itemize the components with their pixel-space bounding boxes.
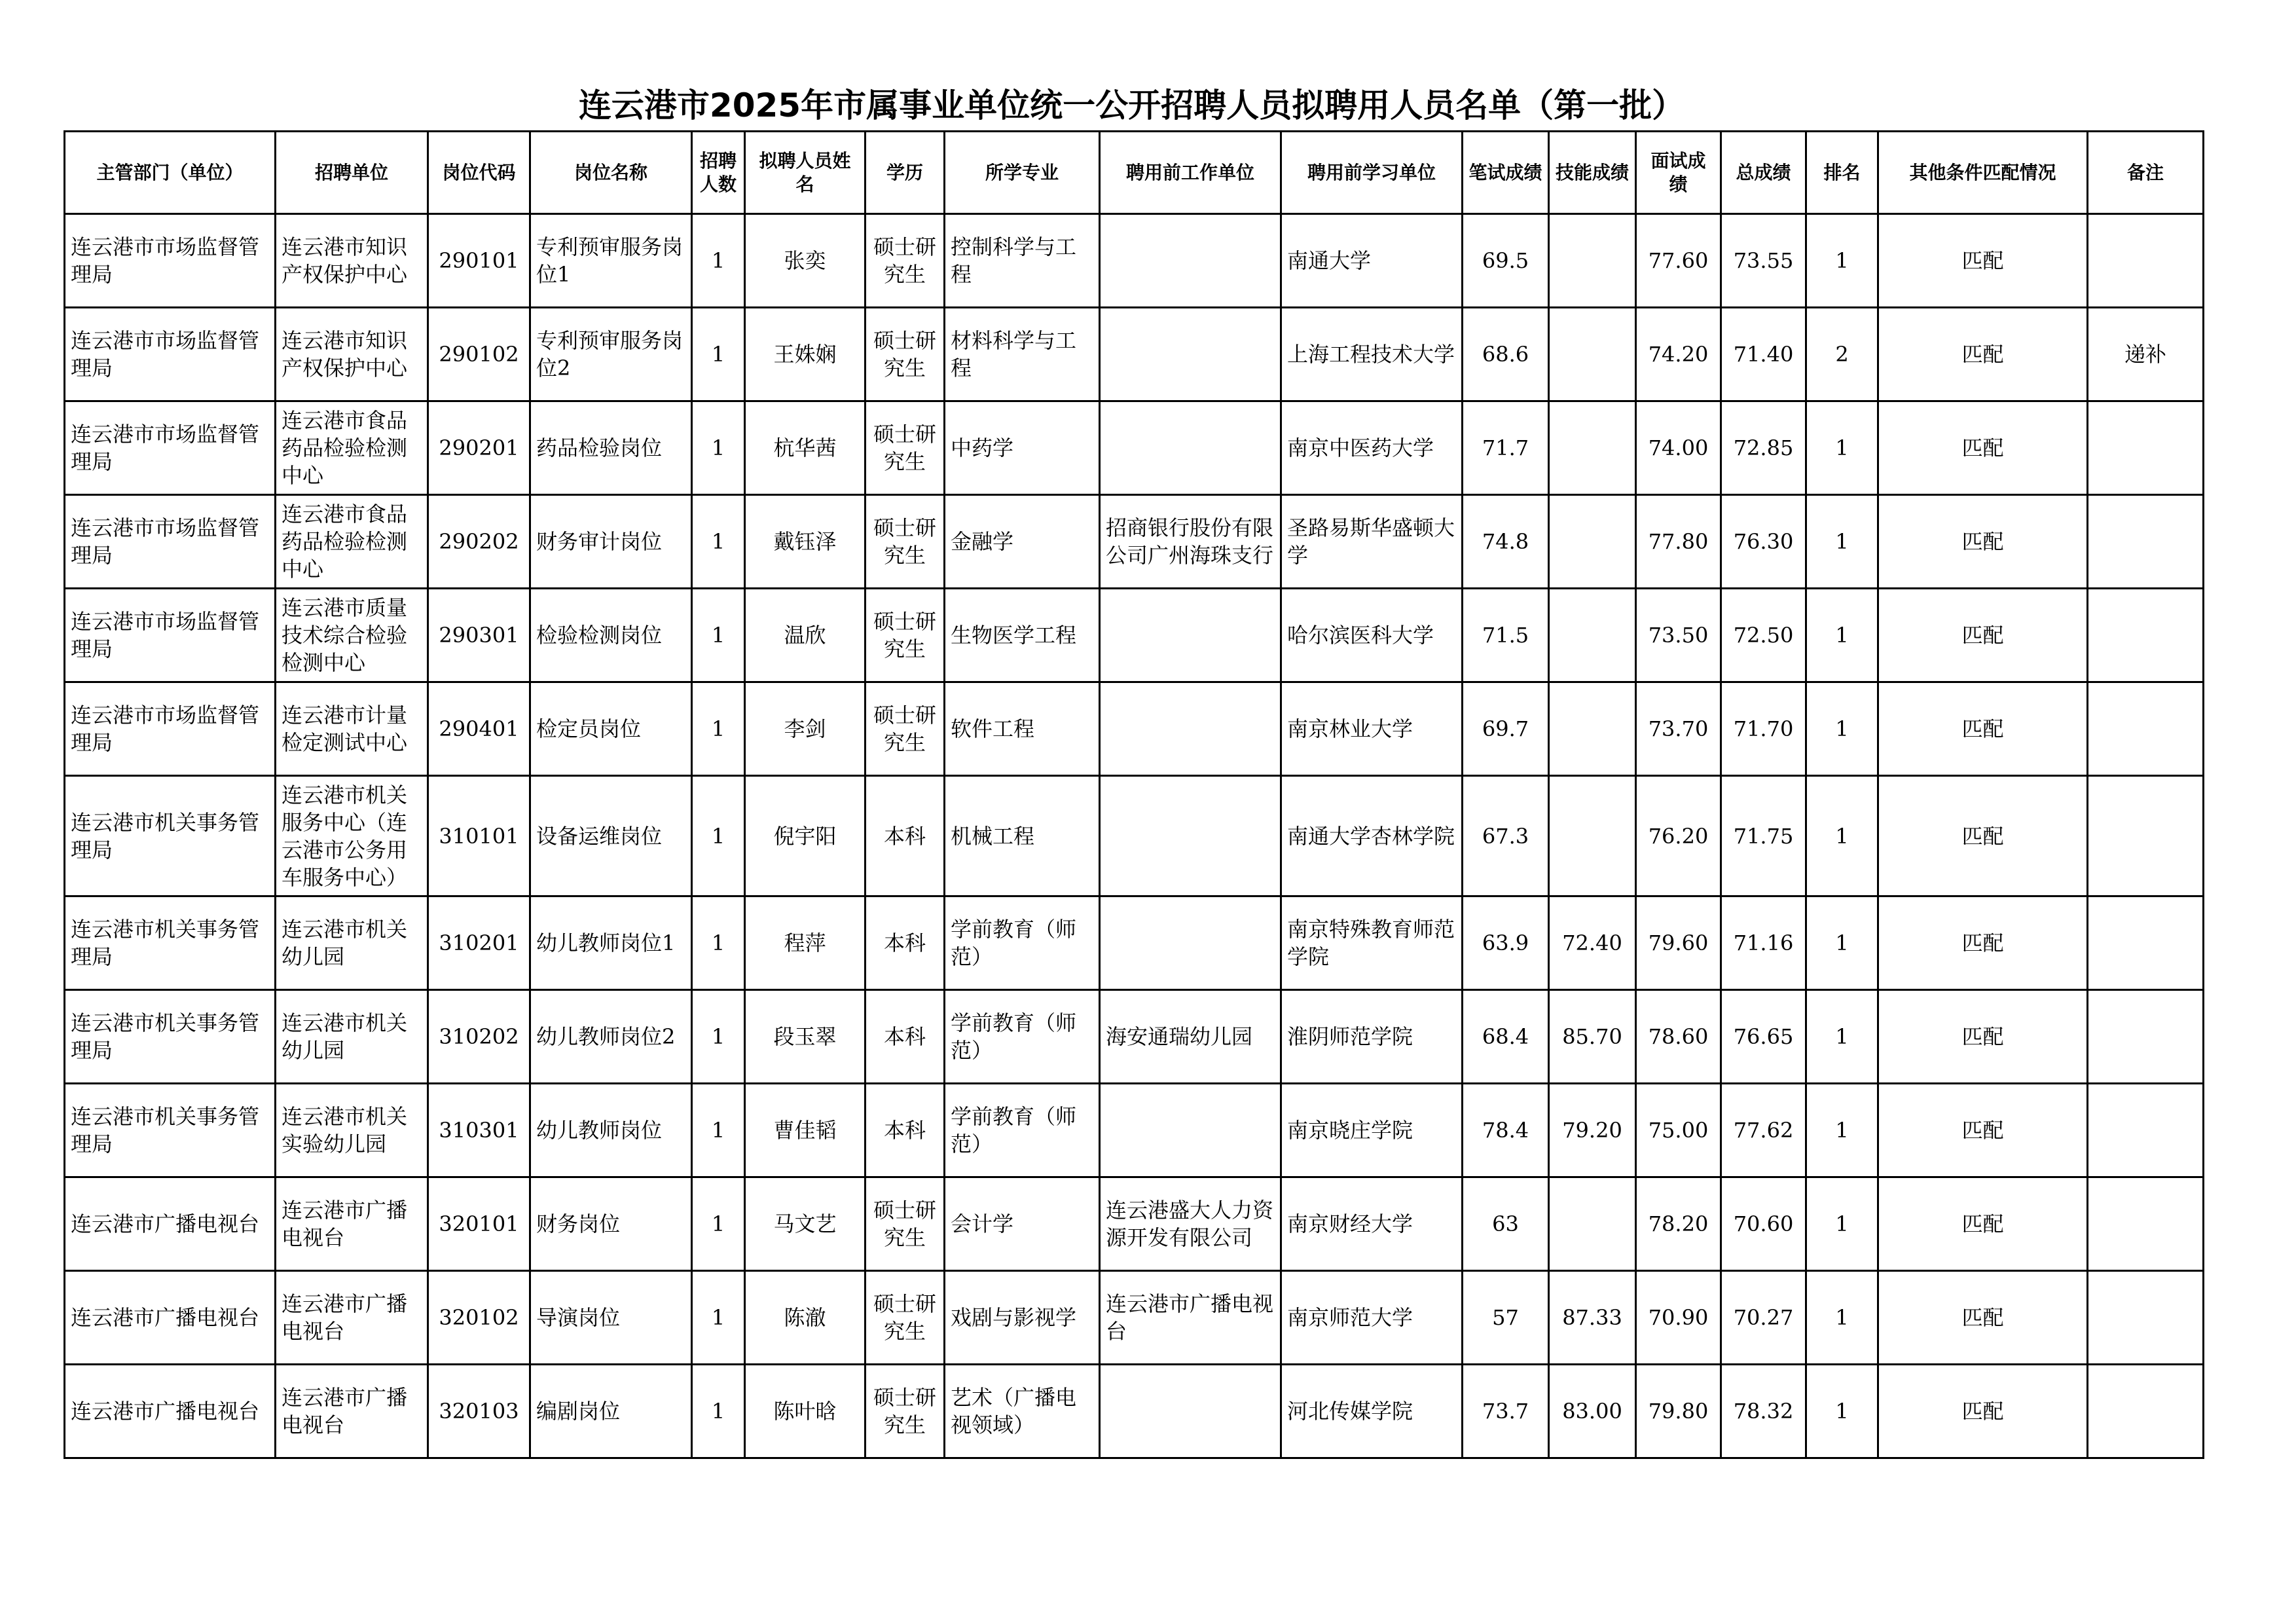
cell-major: 学前教育（师范） [945, 896, 1100, 990]
cell-previous-employer [1100, 1365, 1281, 1458]
header-previous-school: 聘用前学习单位 [1281, 132, 1463, 214]
cell-hiring-unit: 连云港市食品药品检验检测中心 [276, 401, 428, 495]
cell-headcount: 1 [692, 1084, 745, 1177]
cell-previous-school: 南京林业大学 [1281, 682, 1463, 776]
cell-previous-school: 哈尔滨医科大学 [1281, 589, 1463, 682]
cell-skill-score: 83.00 [1549, 1365, 1636, 1458]
cell-other-conditions: 匹配 [1878, 1084, 2088, 1177]
cell-hiring-unit: 连云港市机关幼儿园 [276, 896, 428, 990]
cell-remarks [2088, 589, 2204, 682]
cell-interview-score: 76.20 [1636, 776, 1721, 896]
cell-written-score: 68.6 [1463, 308, 1549, 401]
cell-rank: 1 [1806, 589, 1878, 682]
cell-major: 学前教育（师范） [945, 1084, 1100, 1177]
cell-position-name: 幼儿教师岗位2 [530, 990, 692, 1084]
cell-major: 学前教育（师范） [945, 990, 1100, 1084]
cell-rank: 1 [1806, 896, 1878, 990]
cell-supervising-dept: 连云港市机关事务管理局 [65, 990, 276, 1084]
cell-hiring-unit: 连云港市知识产权保护中心 [276, 214, 428, 308]
table-row [65, 1084, 2204, 1177]
cell-supervising-dept: 连云港市广播电视台 [65, 1365, 276, 1458]
header-position-code: 岗位代码 [428, 132, 530, 214]
cell-written-score: 57 [1463, 1271, 1549, 1365]
table-row [65, 308, 2204, 401]
cell-major: 艺术（广播电视领域） [945, 1365, 1100, 1458]
cell-other-conditions: 匹配 [1878, 495, 2088, 589]
cell-position-name: 专利预审服务岗位1 [530, 214, 692, 308]
cell-written-score: 68.4 [1463, 990, 1549, 1084]
cell-hiring-unit: 连云港市广播电视台 [276, 1177, 428, 1271]
cell-remarks [2088, 776, 2204, 896]
cell-headcount: 1 [692, 1177, 745, 1271]
table-row [65, 990, 2204, 1084]
table-row [65, 1271, 2204, 1365]
header-skill-score: 技能成绩 [1549, 132, 1636, 214]
cell-previous-school: 南京师范大学 [1281, 1271, 1463, 1365]
cell-candidate-name: 马文艺 [745, 1177, 866, 1271]
cell-other-conditions: 匹配 [1878, 990, 2088, 1084]
cell-education: 本科 [866, 1084, 945, 1177]
cell-written-score: 74.8 [1463, 495, 1549, 589]
cell-skill-score [1549, 682, 1636, 776]
cell-previous-school: 淮阴师范学院 [1281, 990, 1463, 1084]
cell-other-conditions: 匹配 [1878, 214, 2088, 308]
cell-written-score: 78.4 [1463, 1084, 1549, 1177]
cell-total-score: 71.75 [1721, 776, 1806, 896]
cell-hiring-unit: 连云港市机关实验幼儿园 [276, 1084, 428, 1177]
header-remarks: 备注 [2088, 132, 2204, 214]
cell-previous-school: 南京晓庄学院 [1281, 1084, 1463, 1177]
table-row [65, 495, 2204, 589]
cell-position-code: 290202 [428, 495, 530, 589]
cell-position-name: 财务审计岗位 [530, 495, 692, 589]
cell-written-score: 69.7 [1463, 682, 1549, 776]
cell-candidate-name: 陈叶晗 [745, 1365, 866, 1458]
cell-hiring-unit: 连云港市质量技术综合检验检测中心 [276, 589, 428, 682]
cell-total-score: 71.16 [1721, 896, 1806, 990]
cell-position-code: 290101 [428, 214, 530, 308]
cell-rank: 1 [1806, 1084, 1878, 1177]
cell-rank: 1 [1806, 682, 1878, 776]
cell-candidate-name: 王姝娴 [745, 308, 866, 401]
cell-other-conditions: 匹配 [1878, 401, 2088, 495]
cell-previous-employer [1100, 308, 1281, 401]
cell-position-name: 财务岗位 [530, 1177, 692, 1271]
cell-position-name: 幼儿教师岗位 [530, 1084, 692, 1177]
table-row [65, 896, 2204, 990]
cell-rank: 1 [1806, 990, 1878, 1084]
cell-headcount: 1 [692, 896, 745, 990]
cell-total-score: 70.27 [1721, 1271, 1806, 1365]
cell-position-name: 检定员岗位 [530, 682, 692, 776]
cell-skill-score [1549, 589, 1636, 682]
header-candidate-name: 拟聘人员姓名 [745, 132, 866, 214]
cell-major: 金融学 [945, 495, 1100, 589]
cell-supervising-dept: 连云港市市场监督管理局 [65, 401, 276, 495]
cell-hiring-unit: 连云港市广播电视台 [276, 1365, 428, 1458]
cell-education: 硕士研究生 [866, 495, 945, 589]
table-row [65, 589, 2204, 682]
cell-interview-score: 73.70 [1636, 682, 1721, 776]
cell-rank: 1 [1806, 1271, 1878, 1365]
cell-previous-employer [1100, 401, 1281, 495]
cell-other-conditions: 匹配 [1878, 589, 2088, 682]
cell-position-code: 320102 [428, 1271, 530, 1365]
cell-headcount: 1 [692, 495, 745, 589]
cell-position-code: 310201 [428, 896, 530, 990]
cell-previous-employer [1100, 896, 1281, 990]
cell-education: 硕士研究生 [866, 682, 945, 776]
cell-interview-score: 78.60 [1636, 990, 1721, 1084]
cell-skill-score [1549, 401, 1636, 495]
cell-hiring-unit: 连云港市广播电视台 [276, 1271, 428, 1365]
cell-education: 硕士研究生 [866, 401, 945, 495]
cell-previous-employer: 海安通瑞幼儿园 [1100, 990, 1281, 1084]
cell-previous-school: 上海工程技术大学 [1281, 308, 1463, 401]
header-headcount: 招聘人数 [692, 132, 745, 214]
header-written-score: 笔试成绩 [1463, 132, 1549, 214]
cell-rank: 1 [1806, 776, 1878, 896]
cell-skill-score [1549, 1177, 1636, 1271]
cell-major: 材料科学与工程 [945, 308, 1100, 401]
cell-interview-score: 70.90 [1636, 1271, 1721, 1365]
cell-position-code: 320103 [428, 1365, 530, 1458]
cell-major: 控制科学与工程 [945, 214, 1100, 308]
header-hiring-unit: 招聘单位 [276, 132, 428, 214]
table-row [65, 214, 2204, 308]
cell-headcount: 1 [692, 682, 745, 776]
cell-hiring-unit: 连云港市食品药品检验检测中心 [276, 495, 428, 589]
cell-previous-employer [1100, 776, 1281, 896]
cell-hiring-unit: 连云港市机关幼儿园 [276, 990, 428, 1084]
cell-interview-score: 79.80 [1636, 1365, 1721, 1458]
cell-rank: 1 [1806, 401, 1878, 495]
cell-major: 中药学 [945, 401, 1100, 495]
header-position-name: 岗位名称 [530, 132, 692, 214]
header-major: 所学专业 [945, 132, 1100, 214]
cell-position-code: 310202 [428, 990, 530, 1084]
cell-other-conditions: 匹配 [1878, 776, 2088, 896]
cell-total-score: 71.70 [1721, 682, 1806, 776]
header-row [65, 132, 2204, 214]
cell-position-code: 290401 [428, 682, 530, 776]
cell-total-score: 78.32 [1721, 1365, 1806, 1458]
cell-rank: 2 [1806, 308, 1878, 401]
cell-candidate-name: 杭华茜 [745, 401, 866, 495]
cell-supervising-dept: 连云港市市场监督管理局 [65, 682, 276, 776]
table-row [65, 1177, 2204, 1271]
cell-skill-score: 85.70 [1549, 990, 1636, 1084]
cell-previous-employer [1100, 682, 1281, 776]
cell-headcount: 1 [692, 401, 745, 495]
cell-total-score: 72.85 [1721, 401, 1806, 495]
table-row [65, 1365, 2204, 1458]
cell-major: 会计学 [945, 1177, 1100, 1271]
header-supervising-dept: 主管部门（单位） [65, 132, 276, 214]
cell-education: 硕士研究生 [866, 1177, 945, 1271]
cell-written-score: 67.3 [1463, 776, 1549, 896]
cell-interview-score: 74.20 [1636, 308, 1721, 401]
cell-other-conditions: 匹配 [1878, 308, 2088, 401]
cell-supervising-dept: 连云港市市场监督管理局 [65, 308, 276, 401]
cell-remarks [2088, 896, 2204, 990]
cell-previous-school: 南京中医药大学 [1281, 401, 1463, 495]
cell-position-name: 专利预审服务岗位2 [530, 308, 692, 401]
cell-previous-school: 南通大学 [1281, 214, 1463, 308]
cell-headcount: 1 [692, 1365, 745, 1458]
cell-headcount: 1 [692, 308, 745, 401]
cell-remarks [2088, 990, 2204, 1084]
cell-skill-score [1549, 214, 1636, 308]
cell-interview-score: 74.00 [1636, 401, 1721, 495]
cell-candidate-name: 倪宇阳 [745, 776, 866, 896]
cell-skill-score: 87.33 [1549, 1271, 1636, 1365]
cell-written-score: 73.7 [1463, 1365, 1549, 1458]
cell-previous-employer: 招商银行股份有限公司广州海珠支行 [1100, 495, 1281, 589]
cell-remarks [2088, 495, 2204, 589]
cell-candidate-name: 段玉翠 [745, 990, 866, 1084]
header-total-score: 总成绩 [1721, 132, 1806, 214]
cell-previous-school: 南京财经大学 [1281, 1177, 1463, 1271]
cell-interview-score: 77.60 [1636, 214, 1721, 308]
cell-written-score: 71.5 [1463, 589, 1549, 682]
cell-position-code: 290102 [428, 308, 530, 401]
cell-education: 硕士研究生 [866, 589, 945, 682]
cell-remarks [2088, 214, 2204, 308]
cell-previous-employer [1100, 1084, 1281, 1177]
cell-candidate-name: 温欣 [745, 589, 866, 682]
cell-skill-score: 79.20 [1549, 1084, 1636, 1177]
cell-written-score: 69.5 [1463, 214, 1549, 308]
cell-candidate-name: 曹佳韬 [745, 1084, 866, 1177]
table-row [65, 776, 2204, 896]
cell-hiring-unit: 连云港市计量检定测试中心 [276, 682, 428, 776]
cell-interview-score: 77.80 [1636, 495, 1721, 589]
cell-remarks [2088, 401, 2204, 495]
cell-total-score: 76.65 [1721, 990, 1806, 1084]
cell-position-name: 幼儿教师岗位1 [530, 896, 692, 990]
cell-headcount: 1 [692, 990, 745, 1084]
table-row [65, 401, 2204, 495]
candidate-table [64, 130, 2204, 1459]
cell-education: 硕士研究生 [866, 1271, 945, 1365]
cell-remarks [2088, 682, 2204, 776]
cell-rank: 1 [1806, 1177, 1878, 1271]
cell-position-name: 药品检验岗位 [530, 401, 692, 495]
cell-position-code: 320101 [428, 1177, 530, 1271]
cell-position-code: 290201 [428, 401, 530, 495]
cell-position-code: 310301 [428, 1084, 530, 1177]
cell-interview-score: 79.60 [1636, 896, 1721, 990]
cell-other-conditions: 匹配 [1878, 1177, 2088, 1271]
cell-supervising-dept: 连云港市广播电视台 [65, 1271, 276, 1365]
cell-total-score: 73.55 [1721, 214, 1806, 308]
cell-remarks [2088, 1177, 2204, 1271]
cell-rank: 1 [1806, 214, 1878, 308]
cell-written-score: 63 [1463, 1177, 1549, 1271]
cell-candidate-name: 陈澈 [745, 1271, 866, 1365]
cell-position-code: 310101 [428, 776, 530, 896]
cell-interview-score: 78.20 [1636, 1177, 1721, 1271]
cell-education: 硕士研究生 [866, 1365, 945, 1458]
cell-candidate-name: 程萍 [745, 896, 866, 990]
cell-previous-employer: 连云港市广播电视台 [1100, 1271, 1281, 1365]
cell-major: 机械工程 [945, 776, 1100, 896]
cell-other-conditions: 匹配 [1878, 1365, 2088, 1458]
document-title: 连云港市2025年市属事业单位统一公开招聘人员拟聘用人员名单（第一批） [578, 86, 1685, 124]
cell-written-score: 71.7 [1463, 401, 1549, 495]
cell-interview-score: 75.00 [1636, 1084, 1721, 1177]
header-rank: 排名 [1806, 132, 1878, 214]
cell-hiring-unit: 连云港市知识产权保护中心 [276, 308, 428, 401]
cell-previous-school: 南通大学杏林学院 [1281, 776, 1463, 896]
cell-supervising-dept: 连云港市市场监督管理局 [65, 214, 276, 308]
cell-supervising-dept: 连云港市市场监督管理局 [65, 495, 276, 589]
cell-rank: 1 [1806, 1365, 1878, 1458]
table-body [65, 214, 2204, 1458]
header-education: 学历 [866, 132, 945, 214]
cell-candidate-name: 李剑 [745, 682, 866, 776]
table-row [65, 682, 2204, 776]
cell-supervising-dept: 连云港市机关事务管理局 [65, 1084, 276, 1177]
cell-skill-score [1549, 308, 1636, 401]
cell-position-name: 导演岗位 [530, 1271, 692, 1365]
cell-remarks [2088, 1084, 2204, 1177]
cell-education: 本科 [866, 990, 945, 1084]
cell-total-score: 72.50 [1721, 589, 1806, 682]
cell-major: 戏剧与影视学 [945, 1271, 1100, 1365]
cell-position-name: 编剧岗位 [530, 1365, 692, 1458]
cell-previous-school: 南京特殊教育师范学院 [1281, 896, 1463, 990]
cell-total-score: 71.40 [1721, 308, 1806, 401]
cell-skill-score: 72.40 [1549, 896, 1636, 990]
cell-remarks [2088, 1271, 2204, 1365]
cell-skill-score [1549, 776, 1636, 896]
cell-previous-employer: 连云港盛大人力资源开发有限公司 [1100, 1177, 1281, 1271]
cell-written-score: 63.9 [1463, 896, 1549, 990]
cell-education: 硕士研究生 [866, 308, 945, 401]
cell-position-name: 检验检测岗位 [530, 589, 692, 682]
cell-total-score: 76.30 [1721, 495, 1806, 589]
cell-total-score: 70.60 [1721, 1177, 1806, 1271]
cell-remarks: 递补 [2088, 308, 2204, 401]
header-interview-score: 面试成绩 [1636, 132, 1721, 214]
cell-total-score: 77.62 [1721, 1084, 1806, 1177]
cell-rank: 1 [1806, 495, 1878, 589]
cell-other-conditions: 匹配 [1878, 1271, 2088, 1365]
cell-headcount: 1 [692, 214, 745, 308]
cell-other-conditions: 匹配 [1878, 896, 2088, 990]
cell-major: 生物医学工程 [945, 589, 1100, 682]
cell-headcount: 1 [692, 1271, 745, 1365]
cell-interview-score: 73.50 [1636, 589, 1721, 682]
cell-previous-employer [1100, 214, 1281, 308]
cell-supervising-dept: 连云港市机关事务管理局 [65, 896, 276, 990]
cell-other-conditions: 匹配 [1878, 682, 2088, 776]
cell-previous-school: 河北传媒学院 [1281, 1365, 1463, 1458]
cell-remarks [2088, 1365, 2204, 1458]
cell-supervising-dept: 连云港市机关事务管理局 [65, 776, 276, 896]
cell-supervising-dept: 连云港市市场监督管理局 [65, 589, 276, 682]
cell-hiring-unit: 连云港市机关服务中心（连云港市公务用车服务中心） [276, 776, 428, 896]
cell-major: 软件工程 [945, 682, 1100, 776]
cell-previous-school: 圣路易斯华盛顿大学 [1281, 495, 1463, 589]
cell-education: 硕士研究生 [866, 214, 945, 308]
cell-supervising-dept: 连云港市广播电视台 [65, 1177, 276, 1271]
cell-candidate-name: 张奕 [745, 214, 866, 308]
cell-headcount: 1 [692, 589, 745, 682]
header-previous-employer: 聘用前工作单位 [1100, 132, 1281, 214]
header-other-conditions: 其他条件匹配情况 [1878, 132, 2088, 214]
cell-previous-employer [1100, 589, 1281, 682]
cell-education: 本科 [866, 776, 945, 896]
cell-candidate-name: 戴钰泽 [745, 495, 866, 589]
cell-position-code: 290301 [428, 589, 530, 682]
cell-education: 本科 [866, 896, 945, 990]
cell-skill-score [1549, 495, 1636, 589]
cell-position-name: 设备运维岗位 [530, 776, 692, 896]
cell-headcount: 1 [692, 776, 745, 896]
